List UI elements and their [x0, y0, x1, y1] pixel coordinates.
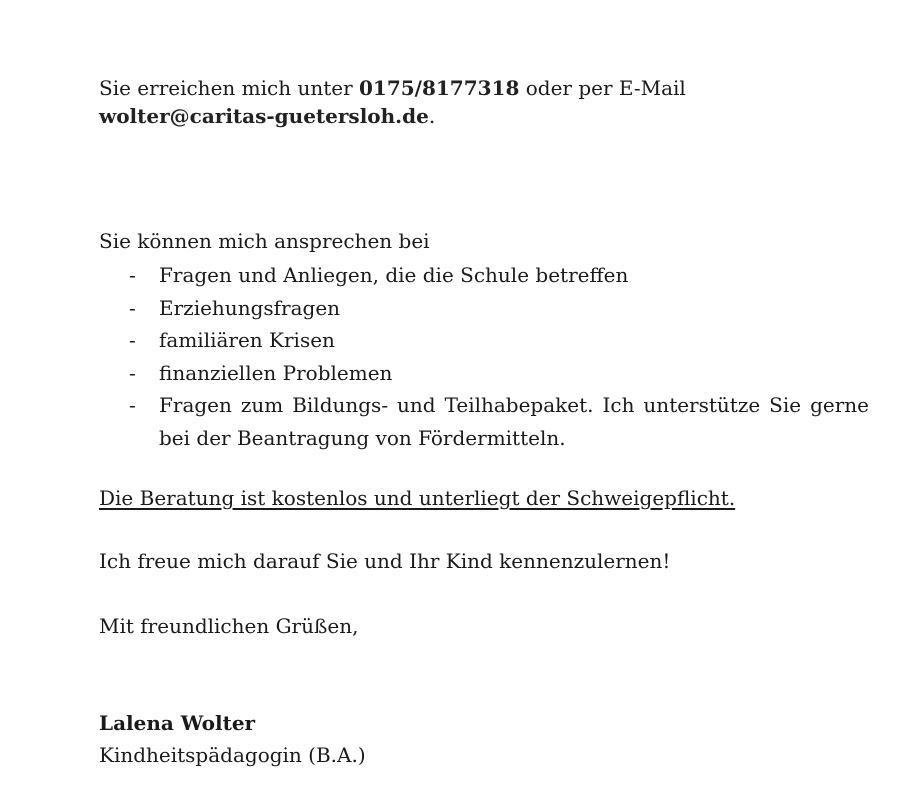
- contact-email-line: [99, 103, 435, 129]
- list-dash: -: [129, 295, 136, 320]
- list-dash: -: [129, 328, 136, 352]
- contact-suffix: .: [428, 104, 436, 128]
- list-item: [99, 292, 871, 325]
- list-item: [99, 357, 871, 390]
- closing-line: Ich freue mich darauf Sie und Ihr Kind kennenzulernen!: [99, 549, 671, 573]
- signature-title: Kindheitspädagogin (B.A.): [99, 743, 366, 767]
- contact-phone: 0175/8177318: [359, 76, 520, 100]
- list-item-text: Fragen zum Bildungs- und Teilhabepaket. Ich unterstütze Sie gerne bei der Beantragung von Fördermitteln.: [159, 393, 869, 450]
- signature-name-text: Lalena Wolter: [99, 711, 256, 735]
- contact-middle: oder per E-Mail: [519, 76, 686, 100]
- list-item-text: familiären Krisen: [159, 328, 335, 352]
- list-item: [99, 389, 871, 454]
- list-item-text: Fragen und Anliegen, die die Schule betreffen: [159, 263, 629, 287]
- list-dash: -: [129, 393, 136, 417]
- contact-prefix: Sie erreichen mich unter: [99, 76, 359, 100]
- list-item: [99, 259, 871, 292]
- list-item: [99, 324, 871, 357]
- contact-email: wolter@caritas-guetersloh.de: [99, 104, 429, 128]
- greeting: Mit freundlichen Grüßen,: [99, 614, 359, 638]
- list-item-text: Erziehungsfragen: [159, 295, 341, 320]
- topics-intro: Sie können mich ansprechen bei: [99, 229, 430, 253]
- document-page: [99, 0, 871, 812]
- list-dash: -: [129, 360, 136, 385]
- confidentiality-note: Die Beratung ist kostenlos und unterliegt der Schweigepflicht.: [99, 486, 736, 510]
- topics-list: [99, 259, 871, 454]
- signature-name: [99, 710, 255, 736]
- list-item-text: finanziellen Problemen: [159, 360, 393, 385]
- contact-line: [99, 75, 686, 101]
- list-dash: -: [129, 263, 136, 287]
